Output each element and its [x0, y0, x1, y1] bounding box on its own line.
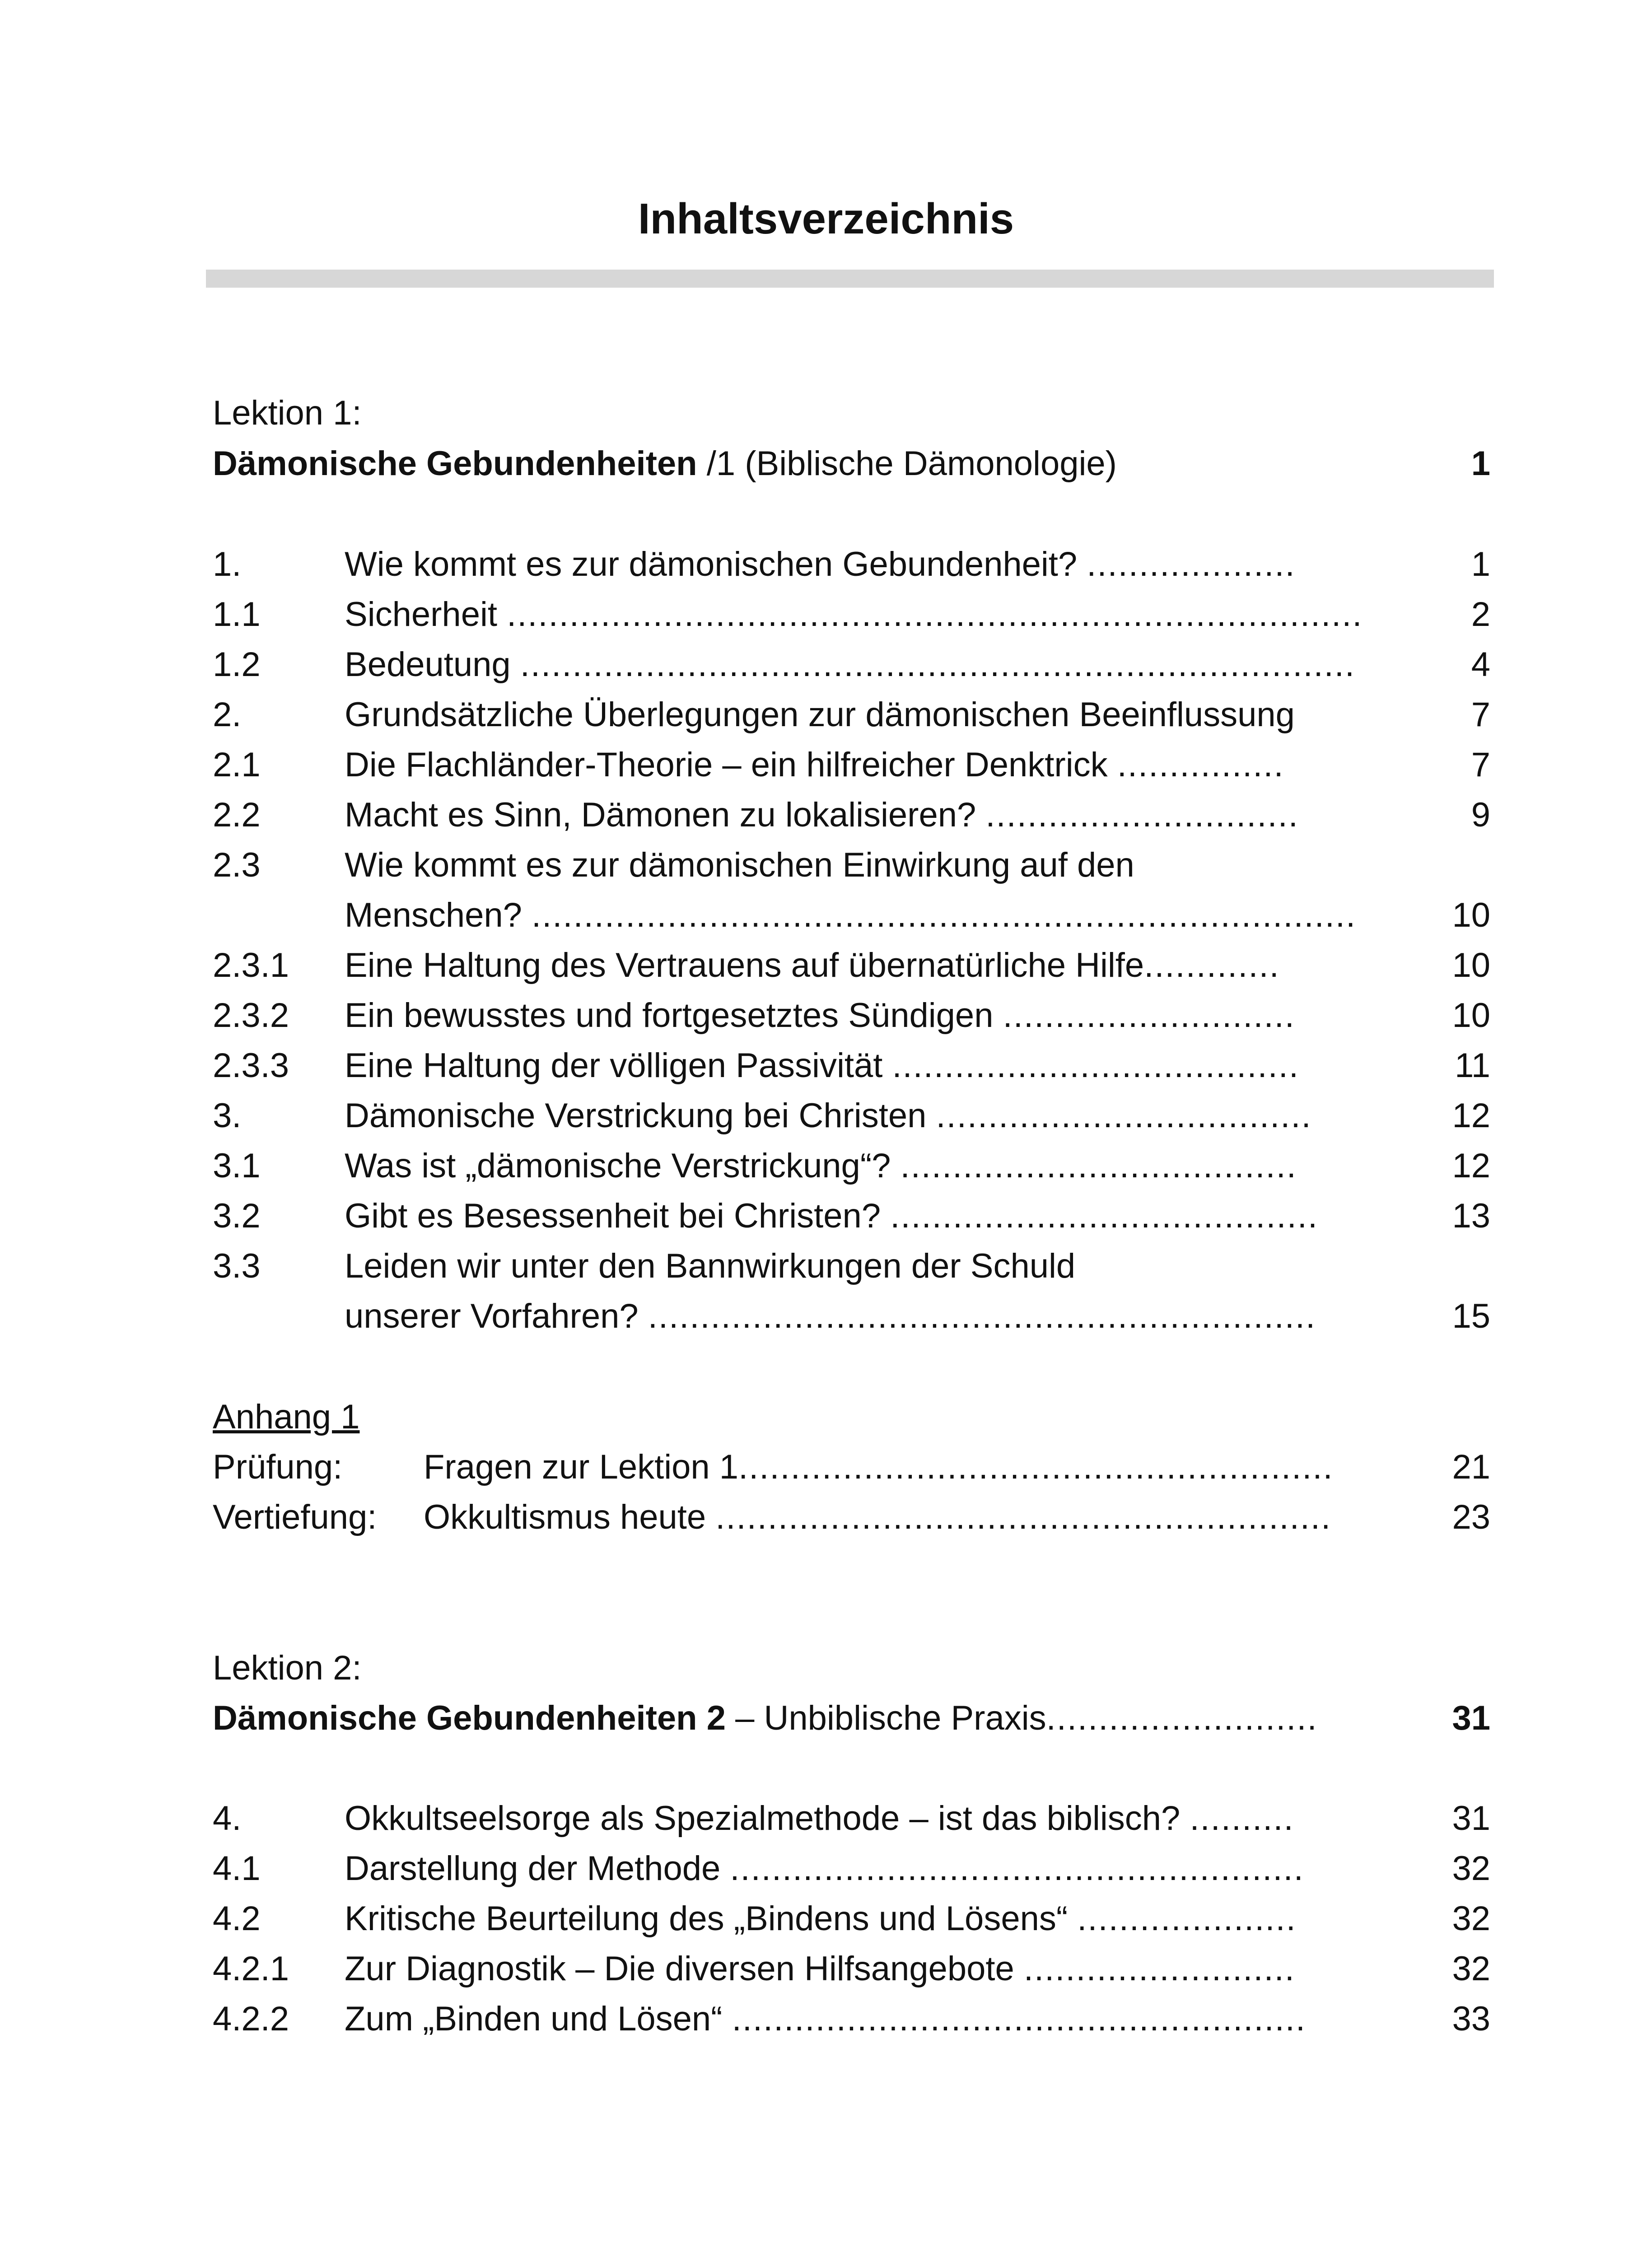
toc-leader-dots: .................... — [1087, 545, 1296, 583]
toc-entry-title: Bedeutung ................................................................................ — [345, 645, 1356, 684]
toc-entry-title: Was ist „dämonische Verstrickung“? ...................................... — [345, 1147, 1297, 1185]
toc-entry-number: 2.2 — [213, 796, 261, 834]
toc-entry-title: Zum „Binden und Lösen“ ....................................................... — [345, 2000, 1306, 2038]
lesson1-label-row — [213, 388, 1490, 438]
toc-entry-page: 12 — [1452, 1096, 1490, 1135]
lesson1-page-number: 1 — [1471, 444, 1490, 483]
lesson2-heading-subtitle: – Unbiblische Praxis — [726, 1699, 1046, 1737]
appendix1-label: Anhang 1 — [213, 1398, 360, 1436]
toc-entry-number: 2.3.1 — [213, 946, 289, 984]
lesson2-label: Lektion 2: — [213, 1649, 362, 1687]
toc-entry[interactable] — [213, 1894, 1490, 1944]
toc-entry-title: Okkultseelsorge als Spezialmethode – ist das biblisch? .......... — [345, 1799, 1294, 1838]
toc-entry-page: 10 — [1452, 946, 1490, 984]
toc-leader-dots: ................ — [1117, 746, 1284, 784]
toc-entry[interactable] — [213, 1843, 1490, 1894]
toc-entry-title: Menschen? ............................................................................... — [345, 896, 1357, 934]
toc-entry-number: 3. — [213, 1096, 242, 1135]
toc-leader-dots: ...................................... — [900, 1147, 1297, 1185]
toc-entry[interactable] — [213, 539, 1490, 589]
toc-entry-page: 31 — [1452, 1799, 1490, 1838]
toc-entry-page: 7 — [1471, 695, 1490, 734]
toc-leader-dots: ....................................... — [892, 1046, 1299, 1085]
toc-entry-title: Eine Haltung des Vertrauens auf übernatürliche Hilfe............. — [345, 946, 1280, 984]
toc-entry-title: Darstellung der Methode ....................................................... — [345, 1849, 1304, 1888]
toc-entry-title: Zur Diagnostik – Die diversen Hilfsangebote .......................... — [345, 1950, 1295, 1988]
toc-entry-title: Dämonische Verstrickung bei Christen .................................... — [345, 1096, 1312, 1135]
toc-entry-number: 2.3.2 — [213, 996, 289, 1035]
appendix-entry[interactable] — [213, 1492, 1490, 1542]
toc-leader-dots: .................................................................................. — [507, 595, 1363, 634]
toc-entry-number: 4.2.1 — [213, 1950, 289, 1988]
toc-entry-title: Grundsätzliche Überlegungen zur dämonischen Beeinflussung — [345, 695, 1295, 734]
toc-entry-title: Wie kommt es zur dämonischen Einwirkung auf den — [345, 846, 1134, 884]
toc-entry-title: Gibt es Besessenheit bei Christen? ......................................... — [345, 1197, 1318, 1235]
appendix-entry-label: Prüfung: — [213, 1448, 343, 1486]
toc-entry[interactable] — [213, 1241, 1490, 1291]
toc-entry[interactable] — [213, 790, 1490, 840]
toc-entry-title: Leiden wir unter den Bannwirkungen der Schuld — [345, 1247, 1076, 1285]
toc-entry-title: Die Flachländer-Theorie – ein hilfreicher Denktrick ................ — [345, 746, 1284, 784]
appendix1-label-row — [213, 1392, 1490, 1442]
toc-entry-title: Sicherheit .................................................................................. — [345, 595, 1363, 634]
toc-entry-page: 32 — [1452, 1950, 1490, 1988]
toc-leader-dots: ..................... — [1077, 1899, 1297, 1938]
toc-entry-number: 4.1 — [213, 1849, 261, 1888]
toc-entry[interactable] — [213, 1994, 1490, 2044]
appendix-entry[interactable] — [213, 1442, 1490, 1492]
lesson2-heading-bold: Dämonische Gebundenheiten 2 — [213, 1699, 726, 1737]
toc-entry-page: 11 — [1455, 1046, 1490, 1085]
toc-leader-dots: ....................................................... — [730, 1849, 1304, 1888]
toc-entry-page: 7 — [1471, 746, 1490, 784]
toc-entry-page: 32 — [1452, 1899, 1490, 1938]
toc-entry[interactable] — [213, 740, 1490, 790]
toc-entry-page: 13 — [1452, 1197, 1490, 1235]
lesson1-heading-subtitle: /1 (Biblische Dämonologie) — [697, 444, 1117, 483]
appendix-entry-title: Okkultismus heute ........................................................... — [424, 1498, 1332, 1536]
toc-leader-dots: ................................................................................ — [520, 645, 1356, 684]
lesson2-heading — [213, 1693, 1388, 1743]
toc-entry-page: 32 — [1452, 1849, 1490, 1888]
toc-entry-number: 3.3 — [213, 1247, 261, 1285]
toc-leader-dots: ................................................................ — [648, 1297, 1316, 1335]
toc-entry-title: Kritische Beurteilung des „Bindens und Lösens“ ..................... — [345, 1899, 1297, 1938]
toc-leader-dots: .......................... — [1023, 1950, 1295, 1988]
toc-leader-dots: ............................ — [1003, 996, 1295, 1035]
toc-entry[interactable] — [213, 1191, 1490, 1241]
toc-leader-dots: ........................................................... — [715, 1498, 1332, 1536]
toc-entry-number: 4. — [213, 1799, 242, 1838]
toc-entry[interactable] — [213, 1091, 1490, 1141]
lesson1-label: Lektion 1: — [213, 394, 362, 432]
toc-entry[interactable] — [213, 639, 1490, 690]
toc-entry-page: 9 — [1471, 796, 1490, 834]
toc-entry[interactable] — [213, 1141, 1490, 1191]
toc-entry-page: 15 — [1452, 1297, 1490, 1335]
toc-entry-title: Macht es Sinn, Dämonen zu lokalisieren? .............................. — [345, 796, 1299, 834]
toc-entry-number: 4.2 — [213, 1899, 261, 1938]
toc-leader-dots: ......................................... — [890, 1197, 1318, 1235]
appendix-entry-page: 21 — [1452, 1448, 1490, 1486]
lesson1-heading-bold: Dämonische Gebundenheiten — [213, 444, 697, 483]
toc-entry[interactable] — [213, 890, 1490, 940]
toc-entry[interactable] — [213, 1793, 1490, 1843]
toc-leader-dots: .............................. — [985, 796, 1299, 834]
toc-entry-number: 3.1 — [213, 1147, 261, 1185]
toc-entry-number: 1.2 — [213, 645, 261, 684]
toc-leader-dots: .................................... — [936, 1096, 1312, 1135]
lesson1-heading — [213, 439, 1117, 489]
toc-entry[interactable] — [213, 840, 1490, 890]
toc-entry[interactable] — [213, 690, 1490, 740]
toc-entry-page: 1 — [1471, 545, 1490, 583]
toc-leader-dots: .......................... — [1046, 1699, 1318, 1737]
toc-leader-dots: ....................................................... — [732, 2000, 1306, 2038]
toc-entry[interactable] — [213, 1944, 1490, 1994]
lesson2-label-row — [213, 1643, 1490, 1693]
toc-leader-dots: ......................................................... — [738, 1448, 1334, 1486]
toc-entry[interactable] — [213, 990, 1490, 1040]
toc-entry[interactable] — [213, 1040, 1490, 1091]
toc-entry-number: 2. — [213, 695, 242, 734]
toc-leader-dots: ............................................................................... — [532, 896, 1357, 934]
toc-entry-number: 4.2.2 — [213, 2000, 289, 2038]
toc-entry-title: Wie kommt es zur dämonischen Gebundenheit? .................... — [345, 545, 1296, 583]
toc-entry-page: 12 — [1452, 1147, 1490, 1185]
toc-entry[interactable] — [213, 940, 1490, 990]
page-title: Inhaltsverzeichnis — [638, 195, 1014, 243]
lesson2-page-number: 31 — [1452, 1699, 1490, 1737]
appendix-entry-title: Fragen zur Lektion 1......................................................... — [424, 1448, 1334, 1486]
toc-entry-title: Ein bewusstes und fortgesetztes Sündigen ............................ — [345, 996, 1295, 1035]
toc-leader-dots: .......... — [1190, 1799, 1294, 1838]
appendix-entry-page: 23 — [1452, 1498, 1490, 1536]
toc-entry-number: 2.3 — [213, 846, 261, 884]
lesson1-heading-row[interactable] — [213, 439, 1490, 489]
toc-entry-page: 4 — [1471, 645, 1490, 684]
toc-entry-page: 2 — [1471, 595, 1490, 634]
toc-entry-number: 1. — [213, 545, 242, 583]
appendix-entry-label: Vertiefung: — [213, 1498, 377, 1536]
toc-entry-number: 2.3.3 — [213, 1046, 289, 1085]
toc-entry-title: Eine Haltung der völligen Passivität ....................................... — [345, 1046, 1299, 1085]
toc-entry-number: 2.1 — [213, 746, 261, 784]
toc-entry[interactable] — [213, 589, 1490, 639]
toc-entry-number: 3.2 — [213, 1197, 261, 1235]
toc-entry-number: 1.1 — [213, 595, 261, 634]
toc-entry-page: 10 — [1452, 896, 1490, 934]
toc-entry-page: 10 — [1452, 996, 1490, 1035]
toc-leader-dots: ............. — [1144, 946, 1280, 984]
toc-entry-title: unserer Vorfahren? ................................................................ — [345, 1297, 1316, 1335]
toc-entry-page: 33 — [1452, 2000, 1490, 2038]
toc-entry[interactable] — [213, 1291, 1490, 1341]
lesson2-heading-row[interactable] — [213, 1693, 1490, 1743]
